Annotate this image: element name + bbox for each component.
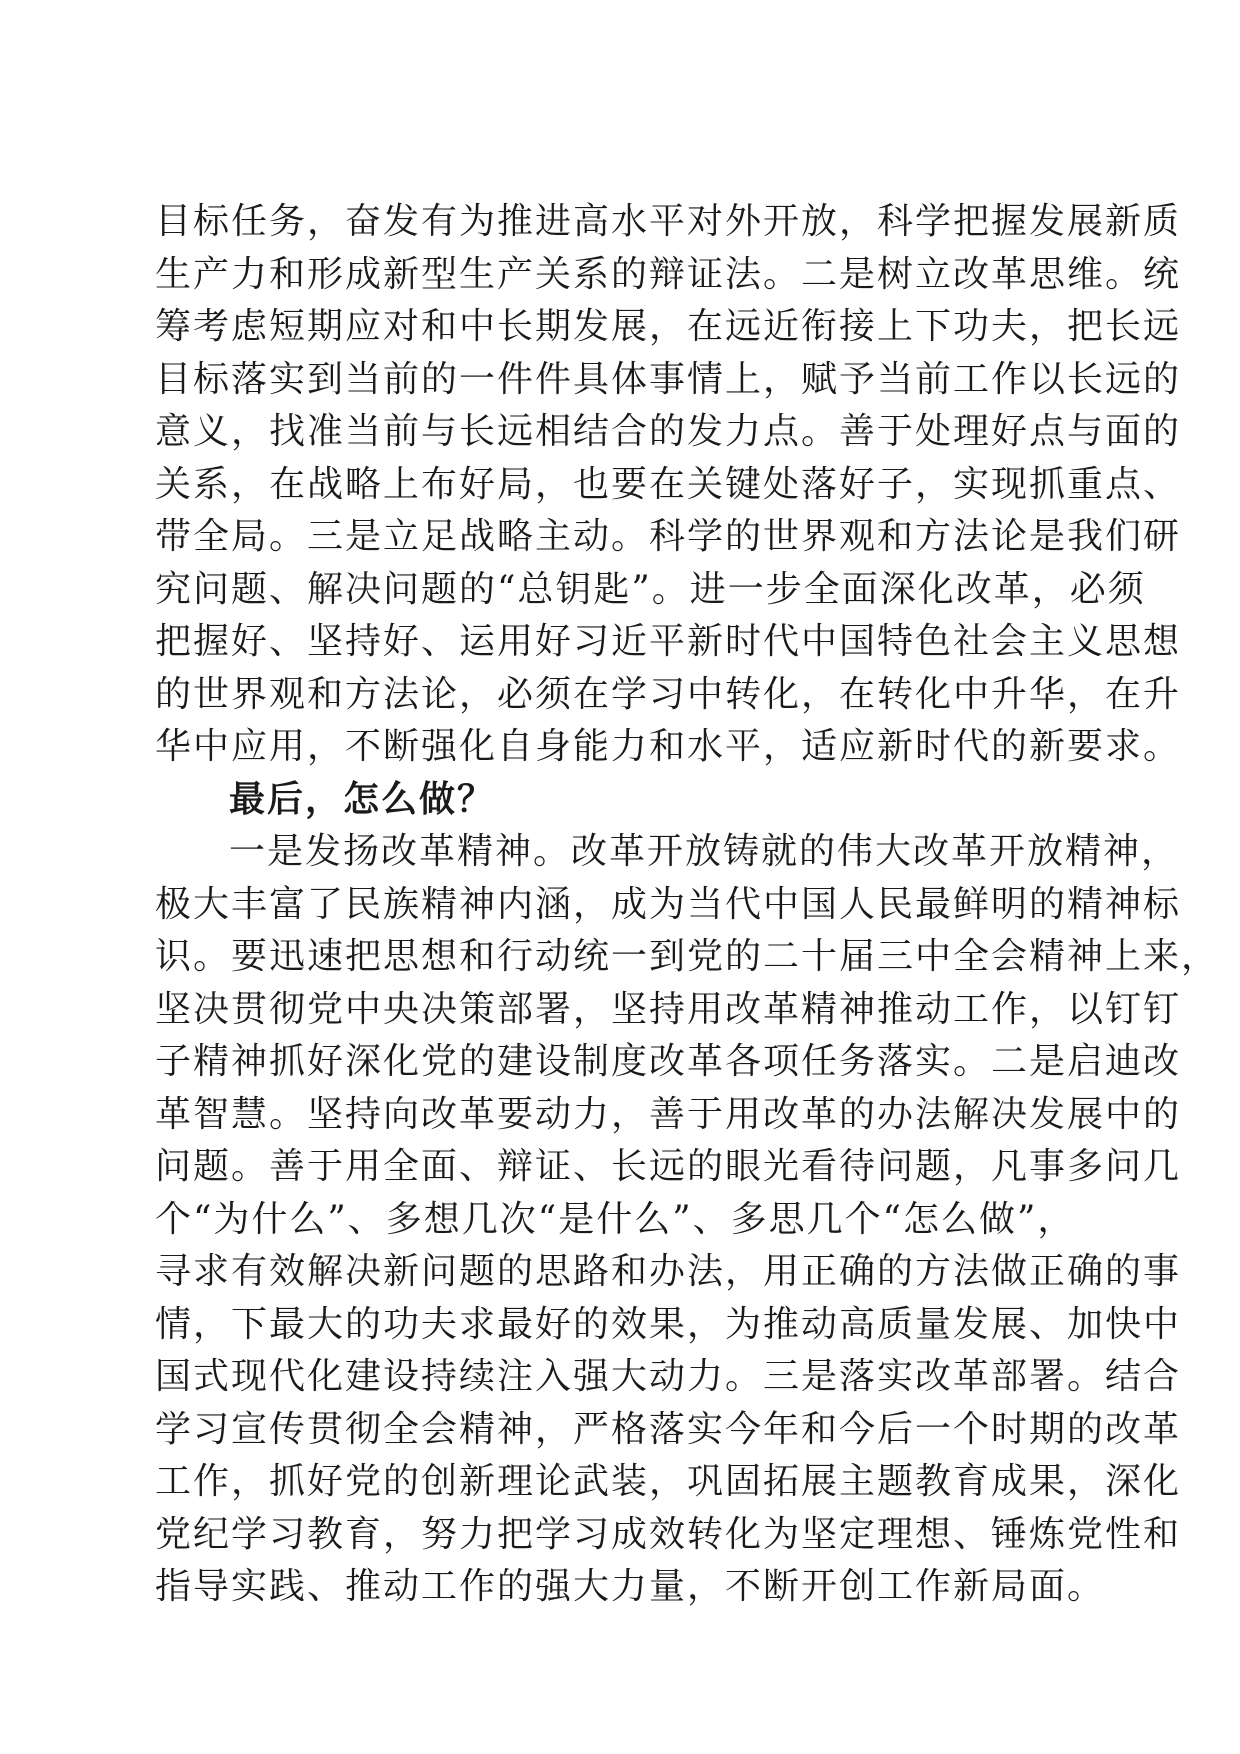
- text-line: 目标落实到当前的一件件具体事情上，赋予当前工作以长远的: [155, 358, 1182, 400]
- text-line: 极大丰富了民族精神内涵，成为当代中国人民最鲜明的精神标: [155, 883, 1182, 925]
- text-line: 目标任务，奋发有为推进高水平对外开放，科学把握发展新质: [155, 201, 1182, 242]
- text-line: 把握好、坚持好、运用好习近平新时代中国特色社会主义思想: [155, 621, 1182, 662]
- text-line: 子精神抓好深化党的建设制度改革各项任务落实。二是启迪改: [155, 1041, 1182, 1082]
- text-line: 国式现代化建设持续注入强大动力。三是落实改革部署。结合: [155, 1356, 1182, 1397]
- document-body: [155, 196, 1220, 1614]
- section-heading: 最后，怎么做？: [229, 778, 496, 820]
- text-line: 学习宣传贯彻全会精神，严格落实今年和今后一个时期的改革: [155, 1408, 1182, 1450]
- text-line: 坚决贯彻党中央决策部署，坚持用改革精神推动工作，以钉钉: [155, 988, 1182, 1030]
- text-line: 一是发扬改革精神。改革开放铸就的伟大改革开放精神，: [229, 831, 1180, 872]
- text-line: 指导实践、推动工作的强大力量，不断开创工作新局面。: [155, 1566, 1106, 1607]
- text-line: 党纪学习教育，努力把学习成效转化为坚定理想、锤炼党性和: [155, 1513, 1182, 1555]
- text-line: 寻求有效解决新问题的思路和办法，用正确的方法做正确的事: [155, 1251, 1182, 1292]
- text-line: 情，下最大的功夫求最好的效果，为推动高质量发展、加快中: [155, 1303, 1182, 1345]
- text-line: 个“为什么”、多想几次“是什么”、多思几个“怎么做”，: [155, 1198, 1076, 1240]
- continuation-paragraph: [155, 196, 1182, 774]
- text-line: 华中应用，不断强化自身能力和水平，适应新时代的新要求。: [155, 726, 1182, 767]
- text-line: 关系，在战略上布好局，也要在关键处落好子，实现抓重点、: [155, 463, 1182, 505]
- text-line: 革智慧。坚持向改革要动力，善于用改革的办法解决发展中的: [155, 1093, 1182, 1135]
- text-line: 筹考虑短期应对和中长期发展，在远近衔接上下功夫，把长远: [155, 306, 1182, 347]
- text-line: 带全局。三是立足战略主动。科学的世界观和方法论是我们研: [155, 516, 1182, 557]
- text-line: 意义，找准当前与长远相结合的发力点。善于处理好点与面的: [155, 411, 1182, 452]
- text-line: 识。要迅速把思想和行动统一到党的二十届三中全会精神上来，: [155, 936, 1220, 977]
- final-paragraph: [155, 826, 1220, 1614]
- text-line: 工作，抓好党的创新理论武装，巩固拓展主题教育成果，深化: [155, 1461, 1182, 1502]
- text-line: 的世界观和方法论，必须在学习中转化，在转化中升华，在升: [155, 673, 1182, 715]
- text-line: 究问题、解决问题的“总钥匙”。进一步全面深化改革，必须: [155, 568, 1146, 610]
- text-line: 生产力和形成新型生产关系的辩证法。二是树立改革思维。统: [155, 253, 1182, 295]
- text-line: 问题。善于用全面、辩证、长远的眼光看待问题，凡事多问几: [155, 1146, 1182, 1187]
